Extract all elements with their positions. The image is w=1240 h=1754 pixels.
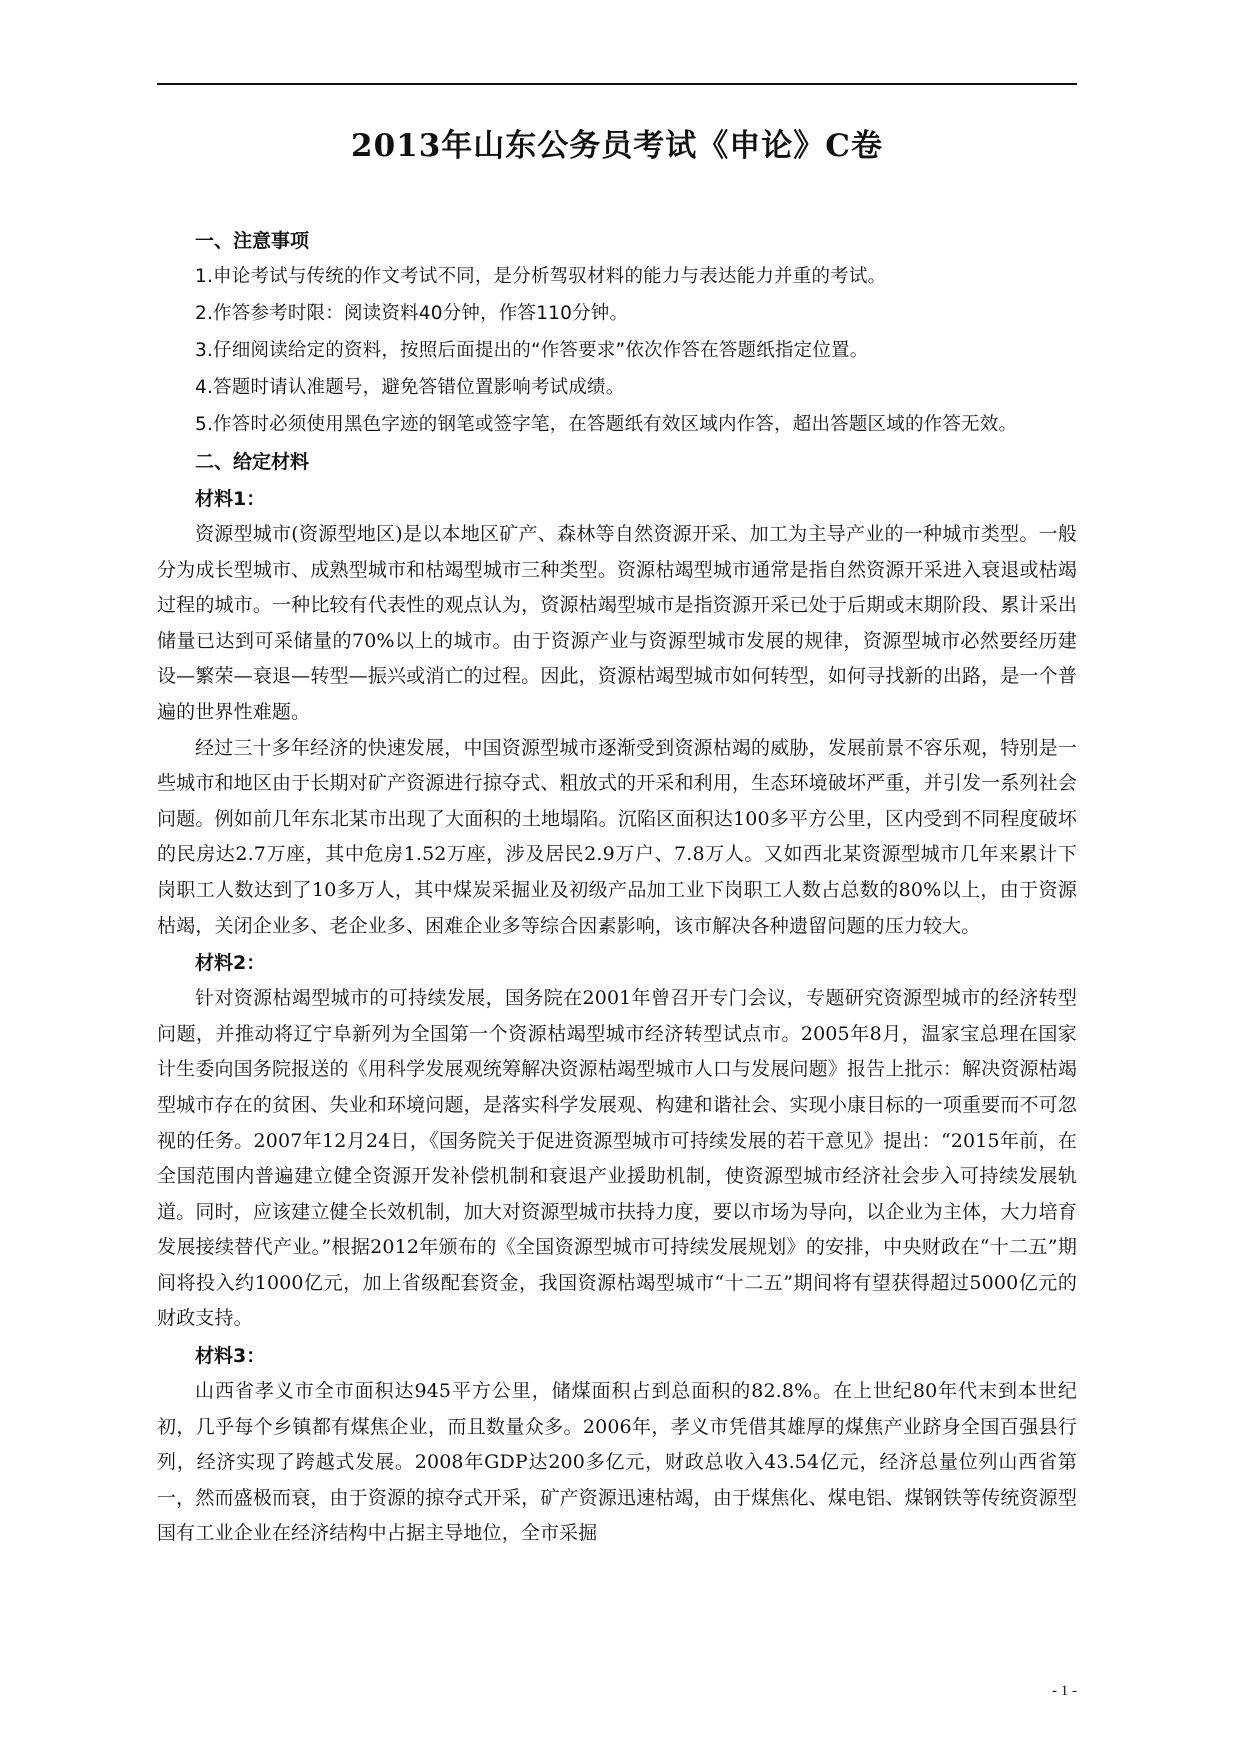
material-1-paragraph: 资源型城市(资源型地区)是以本地区矿产、森林等自然资源开采、加工为主导产业的一种城市类型。一般分为成长型城市、成熟型城市和枯竭型城市三种类型。资源枯竭型城市通常是指自然资源开采进入衰退或枯竭过程的城市。一种比较有代表性的观点认为，资源枯竭型城市是指资源开采已处于后期或末期阶段、累计采出储量已达到可采储量的70%以上的城市。由于资源产业与资源型城市发展的规律，资源型城市必然要经历建设—繁荣—衰退—转型—振兴或消亡的过程。因此，资源枯竭型城市如何转型，如何寻找新的出路，是一个普遍的世界性难题。	[157, 523, 1077, 723]
section-heading-notes: 一、注意事项	[195, 230, 310, 252]
material-3-label: 材料3：	[195, 1345, 266, 1368]
note-item: 2.作答参考时限：阅读资料40分钟，作答110分钟。	[195, 303, 629, 324]
page-number: - 1 -	[1052, 1683, 1077, 1699]
section-heading-materials: 二、给定材料	[195, 451, 310, 473]
document-body	[157, 222, 1077, 1552]
material-1-label: 材料1：	[195, 488, 266, 510]
page-title: 2013年山东公务员考试《申论》C卷	[351, 128, 883, 164]
material-1-paragraph: 经过三十多年经济的快速发展，中国资源型城市逐渐受到资源枯竭的威胁，发展前景不容乐观，特别是一些城市和地区由于长期对矿产资源进行掠夺式、粗放式的开采和利用，生态环境破坏严重，并引发一系列社会问题。例如前几年东北某市出现了大面积的土地塌陷。沉陷区面积达100多平方公里，区内受到不同程度破坏的民房达2.7万座，其中危房1.52万座，涉及居民2.9万户、7.8万人。又如西北某资源型城市几年来累计下岗职工人数达到了10多万人，其中煤炭采掘业及初级产品加工业下岗职工人数占总数的80%以上，由于资源枯竭，关闭企业多、老企业多、困难企业多等综合因素影响，该市解决各种遗留问题的压力较大。	[157, 736, 1077, 937]
material-3-paragraph: 山西省孝义市全市面积达945平方公里，储煤面积占到总面积的82.8%。在上世纪80年代末到本世纪初，几乎每个乡镇都有煤焦企业，而且数量众多。2006年，孝义市凭借其雄厚的煤焦产业跻身全国百强县行列，经济实现了跨越式发展。2008年GDP达200多亿元，财政总收入43.54亿元，经济总量位列山西省第一，然而盛极而衰，由于资源的掠夺式开采，矿产资源迅速枯竭，由于煤焦化、煤电铝、煤钢铁等传统资源型国有工业企业在经济结构中占据主导地位，全市采掘	[157, 1380, 1077, 1545]
material-2-paragraph: 针对资源枯竭型城市的可持续发展，国务院在2001年曾召开专门会议，专题研究资源型城市的经济转型问题，并推动将辽宁阜新列为全国第一个资源枯竭型城市经济转型试点市。2005年8月，温家宝总理在国家计生委向国务院报送的《用科学发展观统筹解决资源枯竭型城市人口与发展问题》报告上批示：解决资源枯竭型城市存在的贫困、失业和环境问题，是落实科学发展观、构建和谐社会、实现小康目标的一项重要而不可忽视的任务。2007年12月24日，《国务院关于促进资源型城市可持续发展的若干意见》提出：“2015年前，在全国范围内普遍建立健全资源开发补偿机制和衰退产业援助机制，使资源型城市经济社会步入可持续发展轨道。同时，应该建立健全长效机制，加大对资源型城市扶持力度，要以市场为导向，以企业为主体，大力培育发展接续替代产业。”根据2012年颁布的《全国资源型城市可持续发展规划》的安排，中央财政在“十二五”期间将投入约1000亿元，加上省级配套资金，我国资源枯竭型城市“十二五”期间将有望获得超过5000亿元的财政支持。	[157, 987, 1077, 1330]
note-item: 3.仔细阅读给定的资料，按照后面提出的“作答要求”依次作答在答题纸指定位置。	[195, 340, 869, 361]
material-2-label: 材料2：	[195, 952, 266, 975]
note-item: 5.作答时必须使用黑色字迹的钢笔或签字笔，在答题纸有效区域内作答，超出答题区域的作答无效。	[195, 414, 1018, 435]
note-item: 1.申论考试与传统的作文考试不同，是分析驾驭材料的能力与表达能力并重的考试。	[195, 266, 887, 287]
note-item: 4.答题时请认准题号，避免答错位置影响考试成绩。	[195, 377, 625, 398]
header-rule	[157, 83, 1077, 85]
